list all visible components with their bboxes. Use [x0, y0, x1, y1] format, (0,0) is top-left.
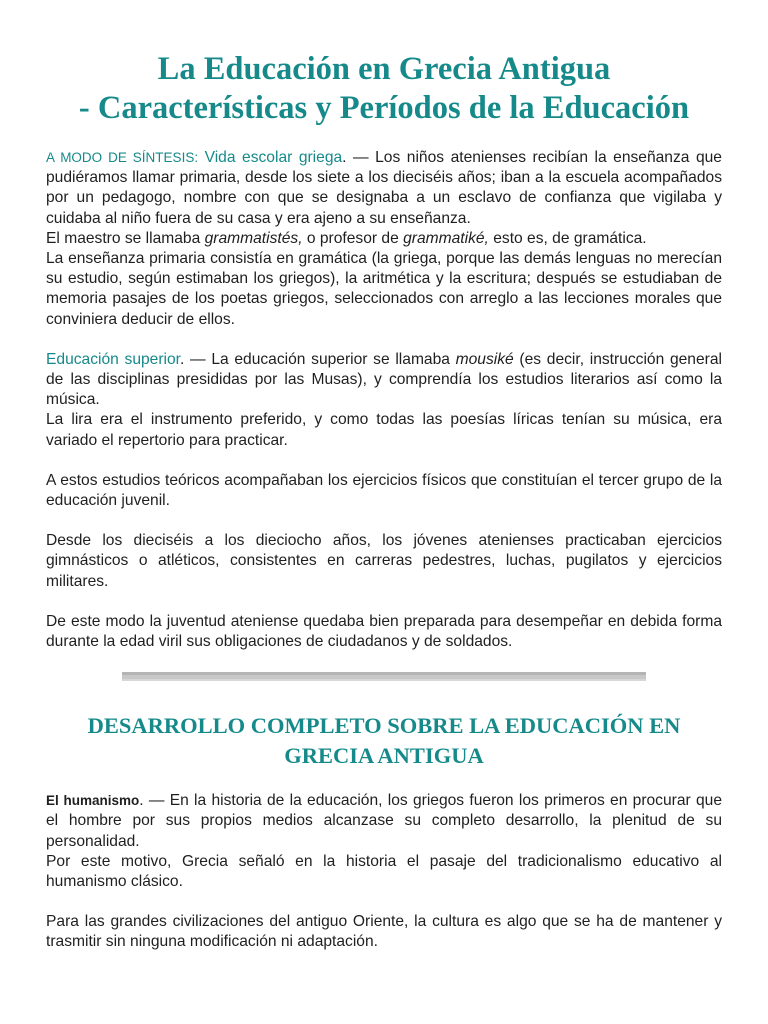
juventud-paragraph: De este modo la juventud ateniense quedaba bien preparada para desempeñar en debida forma durante la edad viril sus obligaciones de ciudadanos y de soldados.: [46, 612, 722, 651]
section-heading-line-1: DESARROLLO COMPLETO SOBRE LA EDUCACIÓN EN: [87, 713, 681, 739]
maestro-text-c: esto es, de gramática.: [488, 229, 647, 247]
humanismo-text: . — En la historia de la educación, los griegos fueron los primeros en procurar que el hombre por sus propios medios alcanzase su completo desarrollo, la plenitud de su personalidad.: [46, 792, 723, 850]
educacion-superior-link[interactable]: Educación superior: [46, 350, 180, 368]
synthesis-paragraph: [46, 148, 722, 229]
vida-escolar-link[interactable]: Vida escolar griega: [204, 149, 343, 166]
ejercicios-paragraph: A estos estudios teóricos acompañaban los ejercicios físicos que constituían el tercer grupo de la educación juvenil.: [46, 471, 722, 510]
oriente-paragraph: Para las grandes civilizaciones del antiguo Oriente, la cultura es algo que se ha de mantener y trasmitir sin ninguna modificación ni adaptación.: [46, 913, 722, 951]
superior-paragraph: [46, 350, 722, 411]
motivo-paragraph: Por este motivo, Grecia señaló en la historia el pasaje del tradicionalismo educativo al humanismo clásico.: [46, 852, 722, 891]
jovenes-paragraph: Desde los dieciséis a los dieciocho años, los jóvenes atenienses practicaban ejercicios gimnásticos o atléticos, consistentes en carreras pedestres, luchas, pugilatos y ejercicios militares.: [46, 532, 722, 590]
mousike-term: mousiké: [455, 350, 514, 368]
lira-paragraph: La lira era el instrumento preferido, y como todas las poesías líricas tenían su música, era variado el repertorio para practicar.: [46, 411, 722, 449]
humanismo-label: El humanismo: [46, 793, 140, 809]
maestro-text-a: El maestro se llamaba: [46, 229, 205, 247]
primaria-paragraph: La enseñanza primaria consistía en gramática (la griega, porque las demás lenguas no merecían su estudio, según estimaban los griegos), la aritmética y la escritura; después se estudiaban de memoria pasajes de los poetas griegos, seleccionados con arreglo a las lecciones morales que conviniera deducir de ellos.: [46, 250, 722, 328]
section-heading: [46, 711, 722, 771]
synthesis-label: A MODO DE SÍNTESIS:: [46, 150, 199, 165]
page-title-line-1: La Educación en Grecia Antigua: [157, 51, 611, 87]
page-title: [46, 50, 722, 128]
grammatistes-term: grammatistés,: [204, 229, 303, 247]
superior-text-a: . — La educación superior se llamaba: [180, 350, 456, 368]
grammatike-term: grammatiké,: [403, 229, 489, 247]
maestro-text-b: o profesor de: [302, 229, 404, 247]
synthesis-text: . — Los niños atenienses recibían la enseñanza que pudiéramos llamar primaria, desde los siete a los dieciséis años; iban a la escuela acompañados por un pedagogo, nombre con que se designaba a un esclavo de confianza que vigilaba y cuidaba al niño fuera de su casa y era ajeno a su enseñanza.: [46, 149, 722, 227]
section-heading-line-2: GRECIA ANTIGUA: [284, 743, 484, 769]
humanismo-paragraph: [46, 791, 722, 852]
maestro-paragraph: [46, 229, 722, 249]
page-title-line-2: - Características y Períodos de la Educación: [78, 90, 690, 126]
superior-text-b: (es decir, instrucción general de las disciplinas presididas por las Musas), y comprendía los estudios literarios así como la música.: [46, 350, 722, 409]
section-divider: [122, 672, 646, 681]
